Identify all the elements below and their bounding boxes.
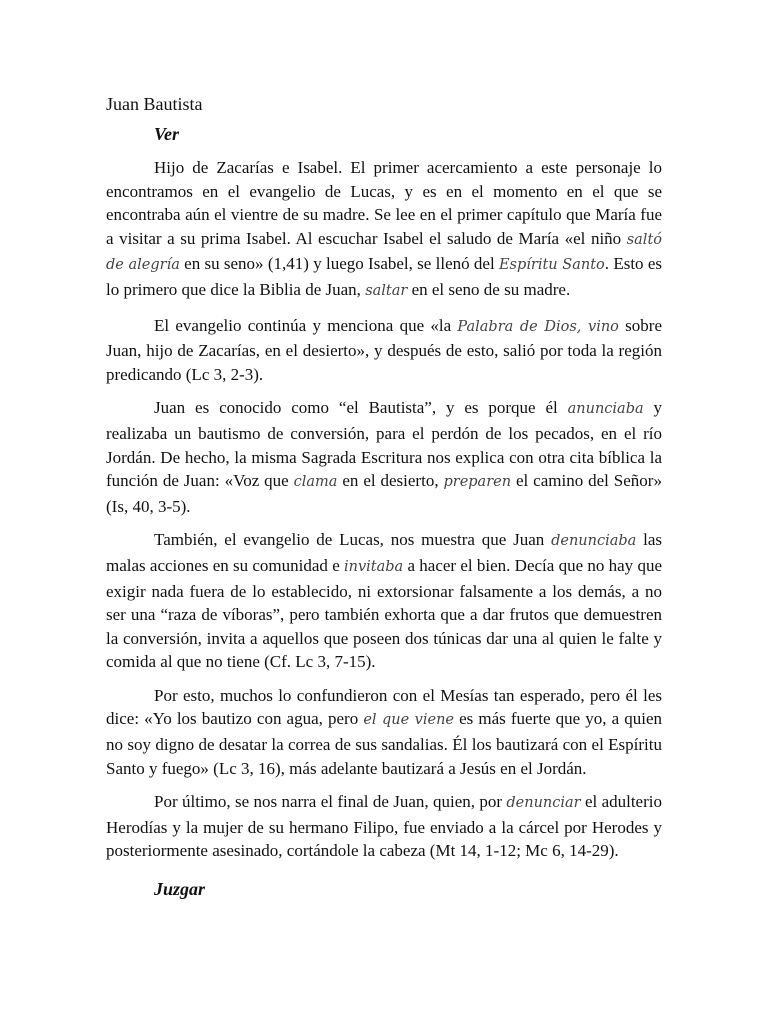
paragraph-text: El evangelio continúa y menciona que «la: [154, 315, 458, 335]
paragraph-text: el adulterio Herodías y la mujer de su hermano Filipo, fue enviado a la cárcel por Herodes y posteriormente asesinado, cortándole la cabeza (Mt 14, 1-12; Mc 6, 14-29).: [106, 792, 662, 861]
paragraph: [106, 790, 662, 863]
paragraph-text: También, el evangelio de Lucas, nos muestra que Juan: [154, 530, 552, 550]
emphasized-text: preparen: [443, 474, 512, 491]
paragraph-text: en el seno de su madre.: [407, 279, 571, 299]
paragraph-text: Hijo de Zacarías e Isabel. El primer acercamiento a este personaje lo encontramos en el evangelio de Lucas, y es en el momento en el que se encontraba aún el vientre de su madre. Se lee en el primer capítulo que María fue a visitar a su prima Isabel. Al escuchar Isabel el saludo de María «el niño: [106, 158, 662, 248]
paragraph: [106, 528, 662, 674]
paragraph-text: es más fuerte que yo, a quien no soy digno de desatar la correa de sus sandalias. Él los bautizará con el Espíritu Santo y fuego» (Lc 3, 16), más adelante bautizará a Jesús en el Jordán.: [106, 709, 663, 778]
paragraph: [106, 684, 662, 780]
paragraph: [106, 156, 662, 304]
document-title: Juan Bautista: [106, 94, 203, 114]
paragraph-text: y realizaba un bautismo de conversión, para el perdón de los pecados, en el río Jordán. De hecho, la misma Sagrada Escritura nos explica con otra cita bíblica la función de Juan: «Voz que: [106, 398, 662, 491]
emphasized-text: el que viene: [363, 712, 454, 729]
paragraph: [106, 396, 662, 518]
emphasized-text: invitaba: [344, 558, 404, 575]
emphasized-text: denunciaba: [551, 533, 637, 550]
paragraph-text: el camino del Señor» (Is, 40, 3-5).: [106, 471, 662, 516]
emphasized-text: saltó de alegría: [106, 231, 662, 274]
paragraph-text: Por último, se nos narra el final de Juan, quien, por: [154, 792, 507, 812]
paragraph-text: las malas acciones en su comunidad e: [106, 530, 662, 575]
paragraph-text: a hacer el bien. Decía que no hay que exigir nada fuera de lo establecido, ni extorsionar falsamente a los demás, a no ser una “raza de víboras”, pero también exhorta que a dar frutos que demuestren la conversión, invita a aquellos que poseen dos túnicas dar una al quien le falte y comida al que no tiene (Cf. Lc 3, 7-15).: [106, 555, 662, 672]
paragraph-text: . Esto es lo primero que dice la Biblia de Juan,: [106, 254, 662, 299]
paragraph-text: en el desierto,: [337, 471, 444, 491]
paragraph-text: Juan es conocido como “el Bautista”, y es porque él: [154, 398, 568, 418]
paragraph-text: Por esto, muchos lo confundieron con el Mesías tan esperado, pero él les dice: «Yo los bautizo con agua, pero: [106, 685, 662, 729]
paragraph: [106, 314, 662, 387]
emphasized-text: clama: [293, 474, 338, 491]
emphasized-text: saltar: [365, 282, 408, 299]
section-heading-ver: Ver: [154, 124, 180, 144]
body-text: [106, 156, 662, 863]
paragraph-text: en su seno» (1,41) y luego Isabel, se llenó del: [179, 254, 499, 274]
emphasized-text: Espíritu Santo: [498, 257, 605, 274]
emphasized-text: Palabra de Dios, vino: [457, 318, 619, 335]
emphasized-text: anunciaba: [567, 401, 644, 418]
emphasized-text: denunciar: [506, 795, 581, 812]
paragraph-text: sobre Juan, hijo de Zacarías, en el desierto», y después de esto, salió por toda la región predicando (Lc 3, 2-3).: [106, 315, 662, 384]
section-heading-juzgar: Juzgar: [154, 879, 206, 900]
